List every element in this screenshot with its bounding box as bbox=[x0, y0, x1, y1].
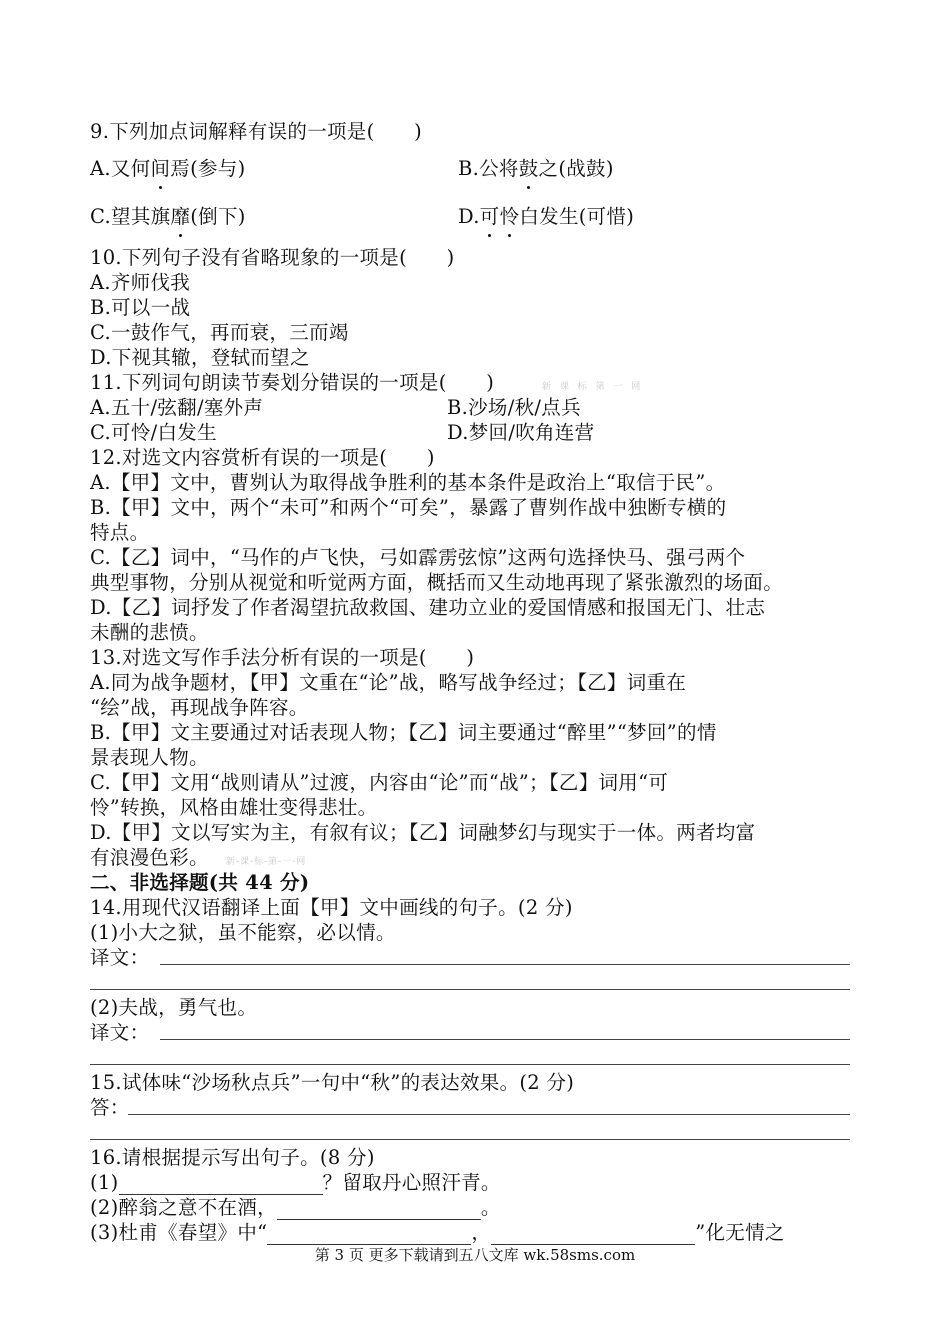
q12-option-c-line2: 典型事物，分别从视觉和听觉两方面，概括而又生动地再现了紧张激烈的场面。 bbox=[90, 571, 784, 594]
watermark: 新-课-标-第-一-网 bbox=[226, 857, 307, 867]
q9-option-b bbox=[458, 156, 614, 181]
q16-blank-2[interactable] bbox=[277, 1199, 481, 1220]
q12-option-a: A.【甲】文中，曹刿认为取得战争胜利的基本条件是政治上“取信于民”。 bbox=[90, 471, 726, 494]
q16-1-pre: (1) bbox=[90, 1171, 119, 1194]
q10-option-d: D.下视其辙，登轼而望之 bbox=[90, 346, 310, 369]
q11-option-c: C.可怜/白发生 bbox=[90, 421, 217, 444]
page-footer: 第 3 页 更多下载请到五八文库 wk.58sms.com bbox=[314, 1246, 636, 1264]
q9-a-pre: A.又何 bbox=[90, 157, 151, 180]
q14-sentence-1: (1)小大之狱，虽不能察，必以情。 bbox=[90, 921, 396, 944]
q14-answer-line-1[interactable] bbox=[160, 964, 850, 965]
q15-answer-label: 答： bbox=[90, 1096, 130, 1119]
q16-2-post: 。 bbox=[480, 1196, 501, 1219]
q16-3-post: ”化无情之 bbox=[695, 1221, 785, 1244]
section-heading: 二、非选择题(共 44 分) bbox=[90, 871, 310, 894]
q14-answer-line-2[interactable] bbox=[90, 989, 850, 990]
q14-answer-label-1: 译文： bbox=[90, 946, 150, 969]
q9-option-d bbox=[458, 204, 634, 229]
q9-stem: 9.下列加点词解释有误的一项是( ) bbox=[90, 120, 423, 143]
q9-d-pre: D. bbox=[458, 205, 480, 228]
q13-option-b-line1: B.【甲】文主要通过对话表现人物；【乙】词主要通过“醉里”“梦回”的情 bbox=[90, 721, 717, 744]
q15-answer-line-2[interactable] bbox=[90, 1139, 850, 1140]
q13-option-b-line2: 景表现人物。 bbox=[90, 746, 209, 769]
q16-blank-3[interactable] bbox=[267, 1224, 471, 1245]
q13-stem: 13.对选文写作手法分析有误的一项是( ) bbox=[90, 646, 475, 669]
q12-option-d-line1: D.【乙】词抒发了作者渴望抗敌救国、建功立业的爱国情感和报国无门、壮志 bbox=[90, 596, 766, 619]
q13-option-a-line1: A.同为战争题材，【甲】文重在“论”战，略写战争经过；【乙】词重在 bbox=[90, 671, 687, 694]
q12-stem: 12.对选文内容赏析有误的一项是( ) bbox=[90, 446, 435, 469]
q9-d-dotted1: 可 bbox=[479, 205, 500, 228]
q13-option-c-line1: C.【甲】文用“战则请从”过渡，内容由“论”而“战”；【乙】词用“可 bbox=[90, 771, 669, 794]
q9-d-dotted2: 怜 bbox=[499, 205, 520, 228]
q11-option-b: B.沙场/秋/点兵 bbox=[447, 396, 581, 419]
q12-option-d-line2: 未酬的悲愤。 bbox=[90, 621, 209, 644]
q13-option-d-line2: 有浪漫色彩。 bbox=[90, 846, 209, 869]
q9-b-post: 之(战鼓) bbox=[538, 157, 614, 180]
q16-item-3 bbox=[90, 1220, 785, 1245]
q12-option-b-line2: 特点。 bbox=[90, 521, 150, 544]
q13-option-a-line2: “绘”战，再现战争阵容。 bbox=[90, 696, 309, 719]
q10-option-b: B.可以一战 bbox=[90, 296, 191, 319]
q9-c-pre: C.望其旗 bbox=[90, 205, 171, 228]
q16-stem: 16.请根据提示写出句子。(8 分) bbox=[90, 1146, 375, 1169]
q16-3-mid: ， bbox=[471, 1221, 492, 1244]
q15-answer-line-1[interactable] bbox=[128, 1114, 850, 1115]
q16-blank-4[interactable] bbox=[491, 1224, 695, 1245]
q9-a-dotted: 间 bbox=[150, 157, 171, 180]
q15-stem: 15.试体味“沙场秋点兵”一句中“秋”的表达效果。(2 分) bbox=[90, 1071, 575, 1094]
q13-option-d-line1: D.【甲】文以写实为主，有叙有议；【乙】词融梦幻与现实于一体。两者均富 bbox=[90, 821, 756, 844]
q9-b-dotted: 鼓 bbox=[518, 157, 539, 180]
q14-stem: 14.用现代汉语翻译上面【甲】文中画线的句子。(2 分) bbox=[90, 896, 573, 919]
q16-item-1 bbox=[90, 1170, 501, 1195]
q12-option-b-line1: B.【甲】文中，两个“未可”和两个“可矣”，暴露了曹刿作战中独断专横的 bbox=[90, 496, 727, 519]
watermark: 新 课 标 第 一 网 bbox=[542, 382, 644, 392]
q16-1-post: ？留取丹心照汗青。 bbox=[322, 1171, 501, 1194]
q10-option-c: C.一鼓作气，再而衰，三而竭 bbox=[90, 321, 349, 344]
q9-d-post: 白发生(可惜) bbox=[519, 205, 635, 228]
q13-option-c-line2: 怜”转换，风格由雄壮变得悲壮。 bbox=[90, 796, 378, 819]
q14-answer-line-3[interactable] bbox=[160, 1039, 850, 1040]
q14-answer-label-2: 译文： bbox=[90, 1021, 150, 1044]
q9-c-post: (倒下) bbox=[190, 205, 246, 228]
q9-b-pre: B.公将 bbox=[458, 157, 519, 180]
q16-3-pre: (3)杜甫《春望》中“ bbox=[90, 1221, 268, 1244]
q14-answer-line-4[interactable] bbox=[90, 1064, 850, 1065]
q10-stem: 10.下列句子没有省略现象的一项是( ) bbox=[90, 246, 455, 269]
q11-stem: 11.下列词句朗读节奏划分错误的一项是( ) bbox=[90, 371, 495, 394]
q14-sentence-2: (2)夫战，勇气也。 bbox=[90, 996, 258, 1019]
q16-item-2 bbox=[90, 1195, 501, 1220]
q9-option-c bbox=[90, 204, 246, 229]
q16-blank-1[interactable] bbox=[119, 1174, 323, 1195]
q9-option-a bbox=[90, 156, 246, 181]
q10-option-a: A.齐师伐我 bbox=[90, 271, 191, 294]
q16-2-pre: (2)醉翁之意不在酒， bbox=[90, 1196, 277, 1219]
q9-a-post: 焉(参与) bbox=[170, 157, 246, 180]
q9-c-dotted: 靡 bbox=[170, 205, 191, 228]
q11-option-d: D.梦回/吹角连营 bbox=[447, 421, 595, 444]
q12-option-c-line1: C.【乙】词中，“马作的卢飞快，弓如霹雳弦惊”这两句选择快马、强弓两个 bbox=[90, 546, 746, 569]
q11-option-a: A.五十/弦翻/塞外声 bbox=[90, 396, 264, 419]
